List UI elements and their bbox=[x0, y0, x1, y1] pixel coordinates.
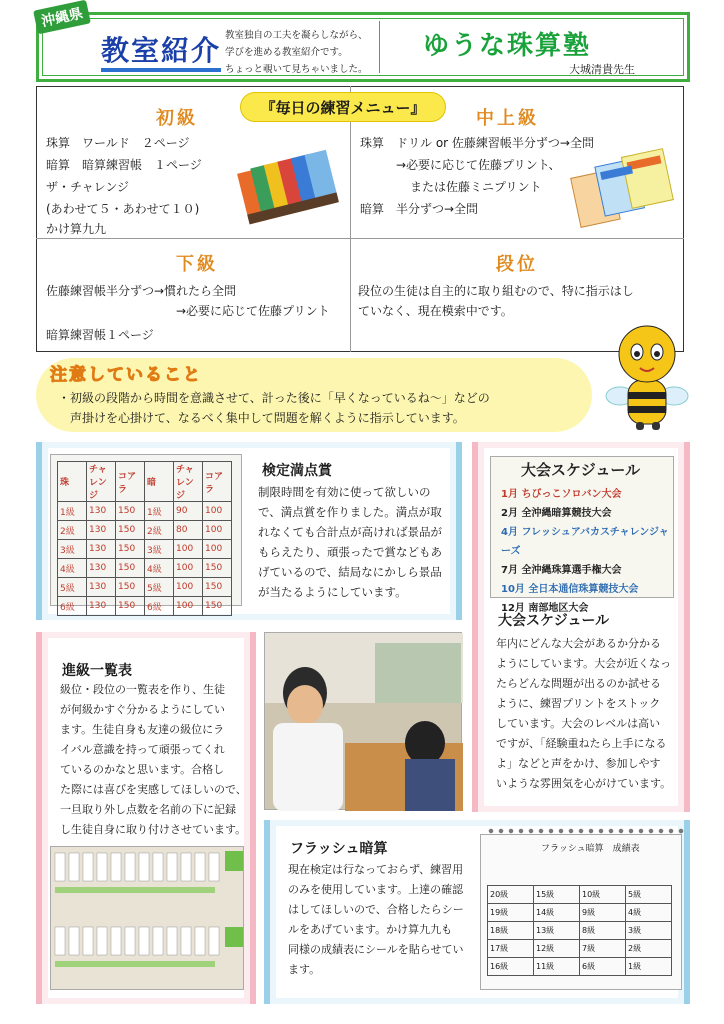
score-row-cell: 130 bbox=[87, 578, 116, 597]
flash-row-cell: 15級 bbox=[534, 886, 580, 904]
schedule-board-heading: 大会スケジュール bbox=[521, 461, 641, 479]
lower-line: 暗算練習帳１ページ bbox=[46, 328, 154, 342]
progress-line: ているのかなと思います。合格し bbox=[60, 763, 225, 776]
score-row-cell: 100 bbox=[174, 578, 203, 597]
schedule-board-photo bbox=[490, 456, 674, 614]
header-divider bbox=[379, 21, 380, 73]
score-row-cell: 100 bbox=[174, 559, 203, 578]
score-row-header-cell: 珠 bbox=[58, 462, 87, 502]
flash-row bbox=[488, 958, 672, 976]
ranking-cards-graphic bbox=[51, 847, 245, 991]
flash-row-cell: 17級 bbox=[488, 940, 534, 958]
flash-text bbox=[288, 860, 478, 980]
score-row-cell: 130 bbox=[87, 521, 116, 540]
notice-line: 声掛けを心掛けて、なるべく集中して問題を解くように指示しています。 bbox=[70, 411, 465, 425]
intermediate-line: →必要に応じて佐藤プリント、 bbox=[396, 158, 561, 172]
kentei-line: れなくても合計点が高ければ景品が bbox=[258, 525, 442, 539]
schedule-board-item: 7月 全沖縄珠算選手権大会 bbox=[501, 565, 622, 576]
flash-chart-photo bbox=[480, 834, 682, 990]
school-name: ゆうな珠算塾 bbox=[423, 31, 592, 61]
progress-line: た際には喜びを実感してほしいので、 bbox=[60, 783, 247, 796]
schedule-board-item: 2月 全沖縄暗算競技大会 bbox=[501, 508, 612, 519]
flash-row bbox=[488, 904, 672, 922]
flash-line: ます。 bbox=[288, 963, 321, 976]
kentei-text bbox=[258, 482, 458, 602]
schedule-title: 大会スケジュール bbox=[498, 613, 610, 629]
score-row-header bbox=[58, 462, 232, 502]
lower-line: →必要に応じて佐藤プリント bbox=[176, 304, 330, 318]
flash-row-cell: 8級 bbox=[580, 922, 626, 940]
schedule-line: ですが、「経験重ねたら上手になる bbox=[496, 737, 667, 750]
progress-line: イバル意識を持って頑張ってくれ bbox=[60, 743, 225, 756]
flash-row-cell: 10級 bbox=[580, 886, 626, 904]
dan-heading: 段位 bbox=[496, 254, 538, 275]
flash-row-cell: 13級 bbox=[534, 922, 580, 940]
flash-row-cell: 6級 bbox=[580, 958, 626, 976]
beginner-line: ザ・チャレンジ bbox=[46, 180, 130, 194]
score-row bbox=[58, 597, 232, 616]
score-row-cell: 2級 bbox=[145, 521, 174, 540]
flash-line: ルをあげています。かけ算九九も bbox=[288, 923, 453, 936]
header-description bbox=[225, 27, 385, 78]
beginner-line: 暗算 暗算練習帳 １ページ bbox=[46, 158, 202, 172]
schedule-board-item: 1月 ちびっこソロバン大会 bbox=[501, 489, 622, 500]
score-row-header-cell: コアラ bbox=[116, 462, 145, 502]
kentei-line: げているので、結局なにかしら景品 bbox=[258, 565, 442, 579]
teacher-name: 大城清貴先生 bbox=[569, 63, 635, 76]
kentei-line: で、満点賞を作りました。満点が取 bbox=[258, 505, 442, 519]
score-row-cell: 100 bbox=[174, 597, 203, 616]
score-row-cell: 100 bbox=[203, 502, 232, 521]
flash-row-cell: 14級 bbox=[534, 904, 580, 922]
lower-heading: 下級 bbox=[176, 254, 218, 275]
ranking-board-photo bbox=[50, 846, 244, 990]
notice-text bbox=[58, 388, 568, 428]
score-row-cell: 3級 bbox=[58, 540, 87, 559]
flash-row-cell: 1級 bbox=[626, 958, 672, 976]
flash-row-cell: 9級 bbox=[580, 904, 626, 922]
kentei-line: 制限時間を有効に使って欲しいの bbox=[258, 485, 431, 499]
flash-row-cell: 12級 bbox=[534, 940, 580, 958]
schedule-line: たらどんな問題が出るのか試せる bbox=[496, 677, 661, 690]
progress-line: ます。生徒自身も友達の級位にラ bbox=[60, 723, 225, 736]
flash-row bbox=[488, 922, 672, 940]
classroom-photo bbox=[264, 632, 462, 810]
menu-vertical-divider bbox=[350, 86, 351, 352]
flash-row-cell: 19級 bbox=[488, 904, 534, 922]
flash-row-cell: 7級 bbox=[580, 940, 626, 958]
score-row-cell: 150 bbox=[116, 521, 145, 540]
score-row-cell: 1級 bbox=[58, 502, 87, 521]
flash-line: のみを使用しています。上達の確認 bbox=[288, 883, 464, 896]
flash-row bbox=[488, 940, 672, 958]
flash-row-cell: 5級 bbox=[626, 886, 672, 904]
progress-text bbox=[60, 680, 250, 840]
score-row-cell: 150 bbox=[203, 578, 232, 597]
intermediate-heading: 中上級 bbox=[476, 108, 539, 129]
schedule-line: ように、練習プリントをストック bbox=[496, 697, 661, 710]
progress-line: し生徒自身に取り付けさせています。 bbox=[60, 823, 247, 836]
score-row-header-cell: 暗 bbox=[145, 462, 174, 502]
schedule-line: ようにしています。大会が近くなっ bbox=[496, 657, 672, 670]
score-board-photo bbox=[50, 454, 242, 613]
flash-line: 同様の成績表にシールを貼らせてい bbox=[288, 943, 464, 956]
flash-row-cell: 4級 bbox=[626, 904, 672, 922]
score-row-header-cell: コアラ bbox=[203, 462, 232, 502]
score-row-cell: 1級 bbox=[145, 502, 174, 521]
progress-line: 一旦取り外し点数を名前の下に記録 bbox=[60, 803, 236, 816]
score-row-cell: 4級 bbox=[145, 559, 174, 578]
score-row-cell: 2級 bbox=[58, 521, 87, 540]
score-row-cell: 100 bbox=[203, 540, 232, 559]
score-row-cell: 150 bbox=[203, 559, 232, 578]
score-row bbox=[58, 559, 232, 578]
score-row-cell: 150 bbox=[116, 502, 145, 521]
flash-row-cell: 16級 bbox=[488, 958, 534, 976]
schedule-board-item: 10月 全日本通信珠算競技大会 bbox=[501, 584, 639, 595]
flash-line: はしてほしいので、合格したらシー bbox=[288, 903, 464, 916]
beginner-line: 珠算 ワールド ２ページ bbox=[46, 136, 190, 150]
score-row bbox=[58, 578, 232, 597]
lower-line: 佐藤練習帳半分ずつ→慣れたら全問 bbox=[46, 284, 237, 298]
score-row-cell: 130 bbox=[87, 540, 116, 559]
score-row-cell: 150 bbox=[116, 559, 145, 578]
kentei-line: が当たるようにしています。 bbox=[258, 585, 407, 599]
menu-horizontal-divider bbox=[36, 238, 684, 239]
score-row-cell: 4級 bbox=[58, 559, 87, 578]
schedule-board-item: 4月 フレッシュアバカスチャレンジャーズ bbox=[501, 527, 669, 557]
score-row-cell: 100 bbox=[174, 540, 203, 559]
flash-row-cell: 11級 bbox=[534, 958, 580, 976]
schedule-line: しています。大会のレベルは高い bbox=[496, 717, 661, 730]
schedule-line: 年内にどんな大会があるか分かる bbox=[496, 637, 661, 650]
score-board-table bbox=[57, 461, 232, 616]
kentei-title: 検定満点賞 bbox=[262, 463, 332, 479]
prefecture-badge: 沖縄県 bbox=[33, 0, 91, 34]
kentei-line: もらえたり、頑張ったで賞などもあ bbox=[258, 545, 442, 559]
schedule-board-list bbox=[501, 485, 673, 618]
dan-line: 段位の生徒は自主的に取り組むので、特に指示はし bbox=[358, 284, 634, 298]
score-row-cell: 5級 bbox=[145, 578, 174, 597]
progress-title: 進級一覧表 bbox=[62, 663, 132, 679]
intermediate-line: 暗算 半分ずつ→全問 bbox=[360, 202, 479, 216]
intermediate-line: または佐藤ミニプリント bbox=[410, 180, 542, 194]
progress-line: が何級かすぐ分かるようにしてい bbox=[60, 703, 225, 716]
header-desc-line: 学びを進める教室紹介です。 bbox=[225, 47, 348, 58]
progress-line: 級位・段位の一覧表を作り、生徒 bbox=[60, 683, 225, 696]
score-row-cell: 5級 bbox=[58, 578, 87, 597]
notice-title: 注意していること bbox=[50, 365, 202, 385]
score-row bbox=[58, 502, 232, 521]
dan-line: ていなく、現在模索中です。 bbox=[358, 304, 513, 318]
score-row-cell: 6級 bbox=[58, 597, 87, 616]
score-row-cell: 100 bbox=[203, 521, 232, 540]
header-desc-line: ちょっと覗いて見ちゃいました。 bbox=[225, 64, 368, 75]
flash-row bbox=[488, 886, 672, 904]
score-row-header-cell: チャレンジ bbox=[87, 462, 116, 502]
score-row-cell: 6級 bbox=[145, 597, 174, 616]
score-row-cell: 150 bbox=[116, 597, 145, 616]
flash-row-cell: 2級 bbox=[626, 940, 672, 958]
beginner-line: (あわせて５・あわせて１０) bbox=[46, 202, 200, 216]
beginner-line: かけ算九九 bbox=[46, 222, 107, 236]
flash-chart-title: フラッシュ暗算 成績表 bbox=[541, 844, 640, 854]
schedule-line: よ」などと声をかけ、参加しやす bbox=[496, 757, 661, 770]
page-title: 教室紹介 bbox=[101, 29, 221, 69]
schedule-board-item: 12月 南部地区大会 bbox=[501, 603, 589, 614]
drill-books-image bbox=[570, 154, 674, 224]
header-box bbox=[36, 5, 690, 82]
score-row bbox=[58, 521, 232, 540]
score-row-cell: 130 bbox=[87, 597, 116, 616]
score-row-header-cell: チャレンジ bbox=[174, 462, 203, 502]
score-row-cell: 80 bbox=[174, 521, 203, 540]
notice-line: ・初級の段階から時間を意識させて、計った後に「早くなっているね～」などの bbox=[58, 391, 490, 405]
score-row-cell: 150 bbox=[203, 597, 232, 616]
flash-row-cell: 18級 bbox=[488, 922, 534, 940]
score-row-cell: 150 bbox=[116, 540, 145, 559]
beginner-heading: 初級 bbox=[156, 108, 198, 129]
score-row-cell: 90 bbox=[174, 502, 203, 521]
score-row-cell: 3級 bbox=[145, 540, 174, 559]
schedule-line: いような雰囲気を心がけています。 bbox=[496, 777, 672, 790]
score-row bbox=[58, 540, 232, 559]
practice-menu-title: 『毎日の練習メニュー』 bbox=[240, 92, 446, 122]
flash-line: 現在検定は行なっておらず、練習用 bbox=[288, 863, 464, 876]
score-row-cell: 150 bbox=[116, 578, 145, 597]
flash-chart-table bbox=[487, 885, 672, 976]
classroom-scene-graphic bbox=[265, 633, 463, 811]
score-row-cell: 130 bbox=[87, 502, 116, 521]
bee-mascot-image bbox=[602, 318, 692, 438]
intermediate-line: 珠算 ドリル or 佐藤練習帳半分ずつ→全問 bbox=[360, 136, 594, 150]
workbooks-image bbox=[236, 154, 340, 222]
schedule-text bbox=[496, 634, 680, 794]
flash-row-cell: 20級 bbox=[488, 886, 534, 904]
flash-title: フラッシュ暗算 bbox=[290, 841, 388, 857]
header-desc-line: 教室独自の工夫を凝らしながら、 bbox=[225, 30, 368, 41]
score-row-cell: 130 bbox=[87, 559, 116, 578]
flash-row-cell: 3級 bbox=[626, 922, 672, 940]
